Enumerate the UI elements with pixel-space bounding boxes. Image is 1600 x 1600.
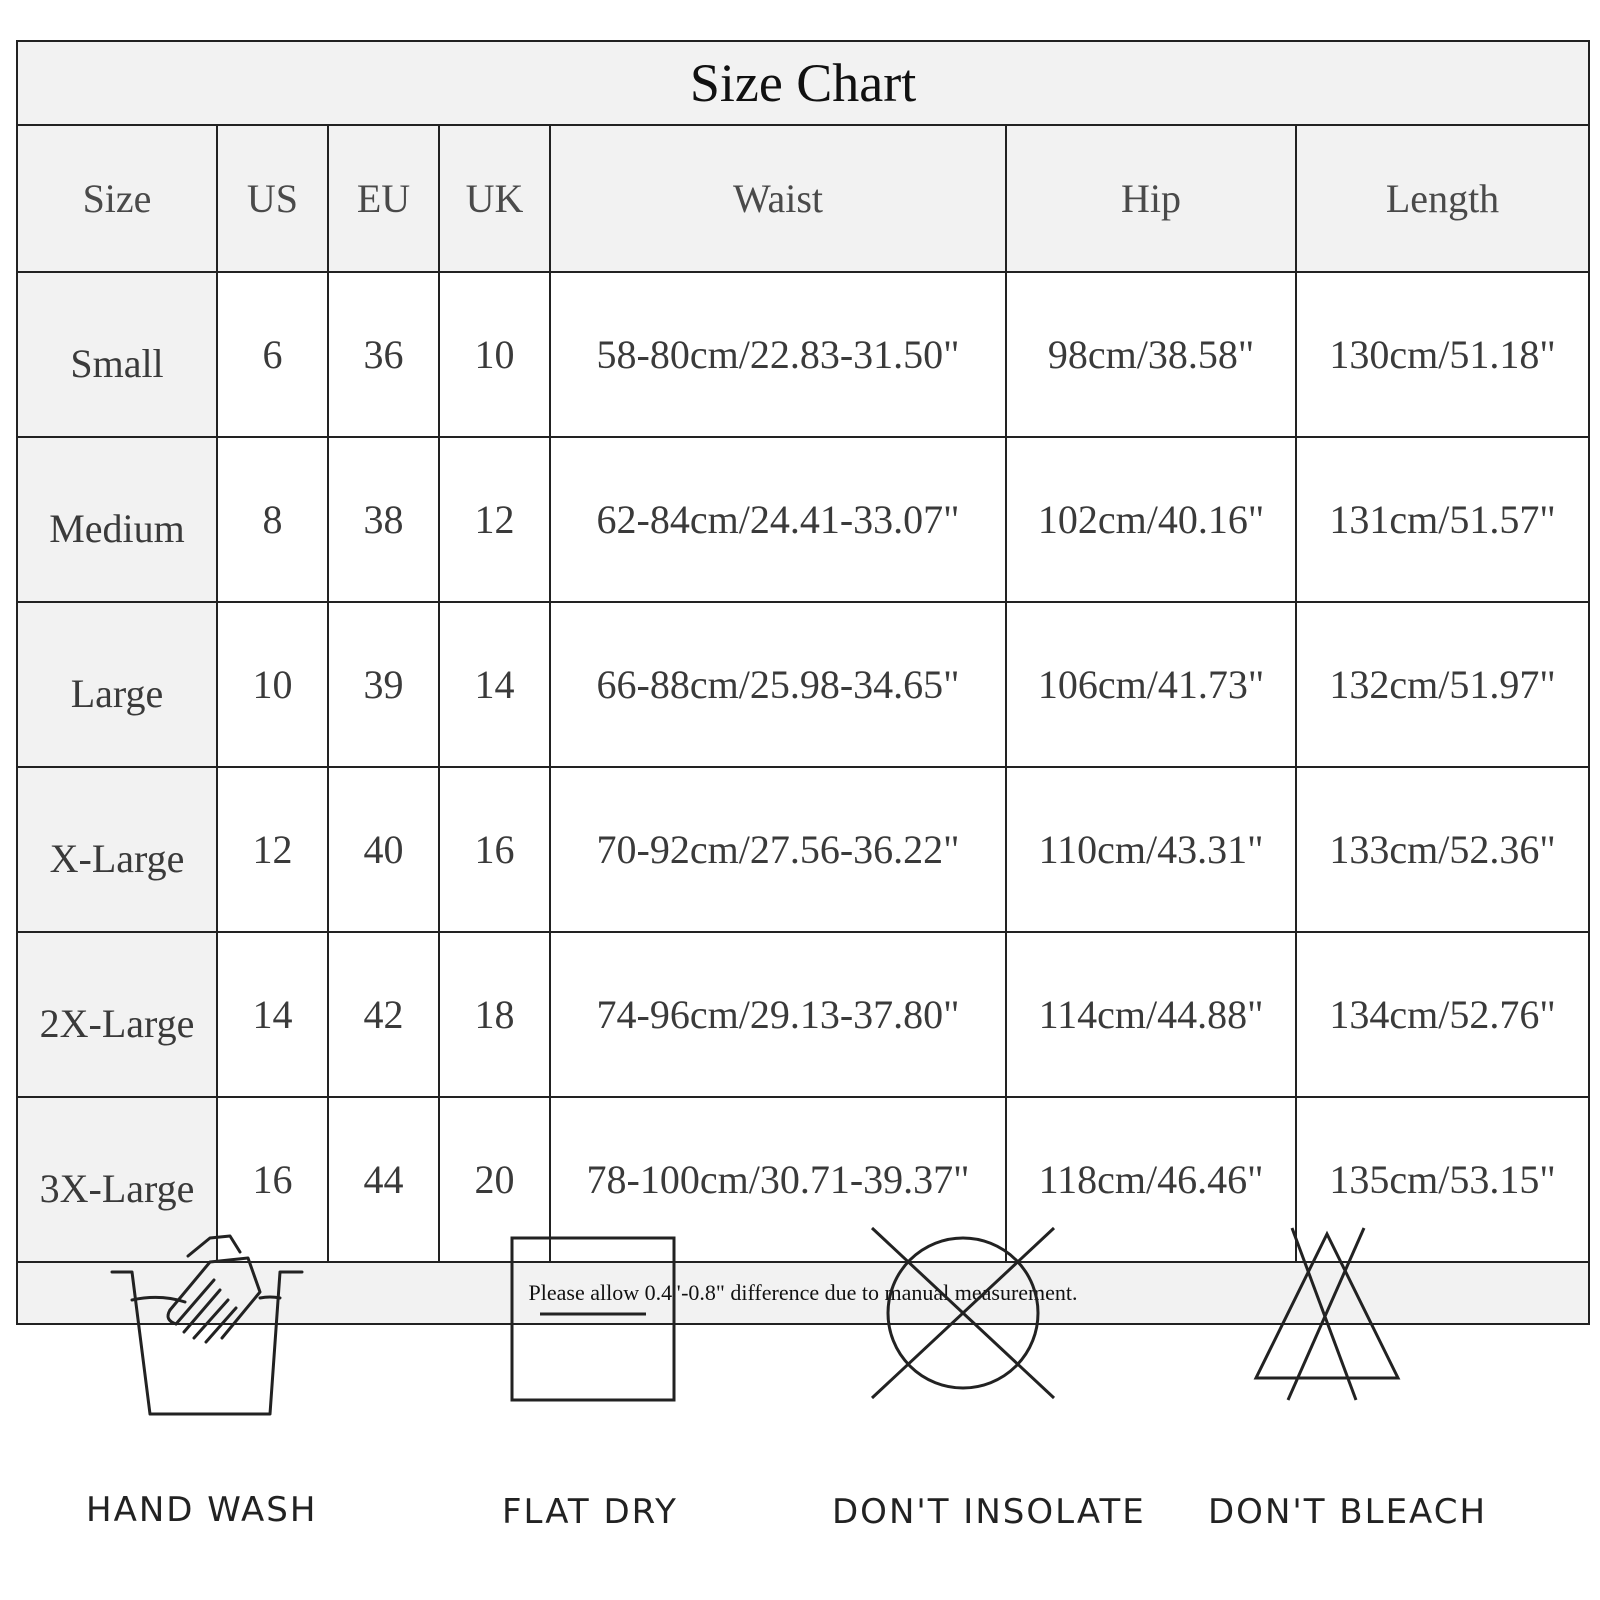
- length-cell: 135cm/53.15": [1296, 1097, 1589, 1262]
- hip-cell: 106cm/41.73": [1006, 602, 1296, 767]
- flat-dry-icon: [508, 1234, 678, 1408]
- length-cell: 130cm/51.18": [1296, 272, 1589, 437]
- size-chart-table: [16, 40, 1590, 1325]
- us-cell: 8: [217, 437, 328, 602]
- header-uk: UK: [439, 125, 550, 272]
- length-cell: 132cm/51.97": [1296, 602, 1589, 767]
- waist-cell: 66-88cm/25.98-34.65": [550, 602, 1006, 767]
- table-row: [17, 602, 1589, 767]
- hand-wash-icon: [110, 1232, 310, 1432]
- us-cell: 16: [217, 1097, 328, 1262]
- uk-cell: 20: [439, 1097, 550, 1262]
- header-eu: EU: [328, 125, 439, 272]
- eu-cell: 42: [328, 932, 439, 1097]
- eu-cell: 36: [328, 272, 439, 437]
- table-row: [17, 767, 1589, 932]
- uk-cell: 10: [439, 272, 550, 437]
- care-label: HAND WASH: [86, 1490, 318, 1530]
- uk-cell: 12: [439, 437, 550, 602]
- header-hip: Hip: [1006, 125, 1296, 272]
- eu-cell: 39: [328, 602, 439, 767]
- length-cell: 133cm/52.36": [1296, 767, 1589, 932]
- size-cell: Medium: [17, 437, 217, 602]
- waist-cell: 74-96cm/29.13-37.80": [550, 932, 1006, 1097]
- care-item-flat-dry: [400, 1240, 800, 1580]
- header-us: US: [217, 125, 328, 272]
- waist-cell: 70-92cm/27.56-36.22": [550, 767, 1006, 932]
- care-label: FLAT DRY: [502, 1492, 678, 1532]
- us-cell: 10: [217, 602, 328, 767]
- waist-cell: 58-80cm/22.83-31.50": [550, 272, 1006, 437]
- hip-cell: 118cm/46.46": [1006, 1097, 1296, 1262]
- header-length: Length: [1296, 125, 1589, 272]
- care-item-dont-bleach: [1200, 1240, 1600, 1580]
- care-label: DON'T INSOLATE: [832, 1492, 1146, 1532]
- uk-cell: 18: [439, 932, 550, 1097]
- eu-cell: 38: [328, 437, 439, 602]
- table-row: [17, 272, 1589, 437]
- us-cell: 12: [217, 767, 328, 932]
- length-cell: 131cm/51.57": [1296, 437, 1589, 602]
- table-row: [17, 932, 1589, 1097]
- uk-cell: 16: [439, 767, 550, 932]
- uk-cell: 14: [439, 602, 550, 767]
- hip-cell: 114cm/44.88": [1006, 932, 1296, 1097]
- chart-title: Size Chart: [17, 41, 1589, 125]
- eu-cell: 40: [328, 767, 439, 932]
- waist-cell: 62-84cm/24.41-33.07": [550, 437, 1006, 602]
- waist-cell: 78-100cm/30.71-39.37": [550, 1097, 1006, 1262]
- header-row: [17, 125, 1589, 272]
- hip-cell: 102cm/40.16": [1006, 437, 1296, 602]
- dont-insolate-icon: [870, 1226, 1056, 1400]
- table-row: [17, 437, 1589, 602]
- hip-cell: 98cm/38.58": [1006, 272, 1296, 437]
- header-waist: Waist: [550, 125, 1006, 272]
- header-size: Size: [17, 125, 217, 272]
- care-item-dont-insolate: [800, 1240, 1200, 1580]
- care-item-hand-wash: [0, 1240, 400, 1580]
- hip-cell: 110cm/43.31": [1006, 767, 1296, 932]
- length-cell: 134cm/52.76": [1296, 932, 1589, 1097]
- size-cell: Small: [17, 272, 217, 437]
- size-cell: X-Large: [17, 767, 217, 932]
- us-cell: 6: [217, 272, 328, 437]
- dont-bleach-icon: [1252, 1226, 1402, 1402]
- care-label: DON'T BLEACH: [1208, 1492, 1488, 1532]
- size-cell: Large: [17, 602, 217, 767]
- us-cell: 14: [217, 932, 328, 1097]
- size-cell: 2X-Large: [17, 932, 217, 1097]
- eu-cell: 44: [328, 1097, 439, 1262]
- care-instructions: [0, 1240, 1600, 1580]
- measurement-note: Please allow 0.4"-0.8" difference due to manual measurement.: [17, 1262, 1589, 1324]
- size-cell: 3X-Large: [17, 1097, 217, 1262]
